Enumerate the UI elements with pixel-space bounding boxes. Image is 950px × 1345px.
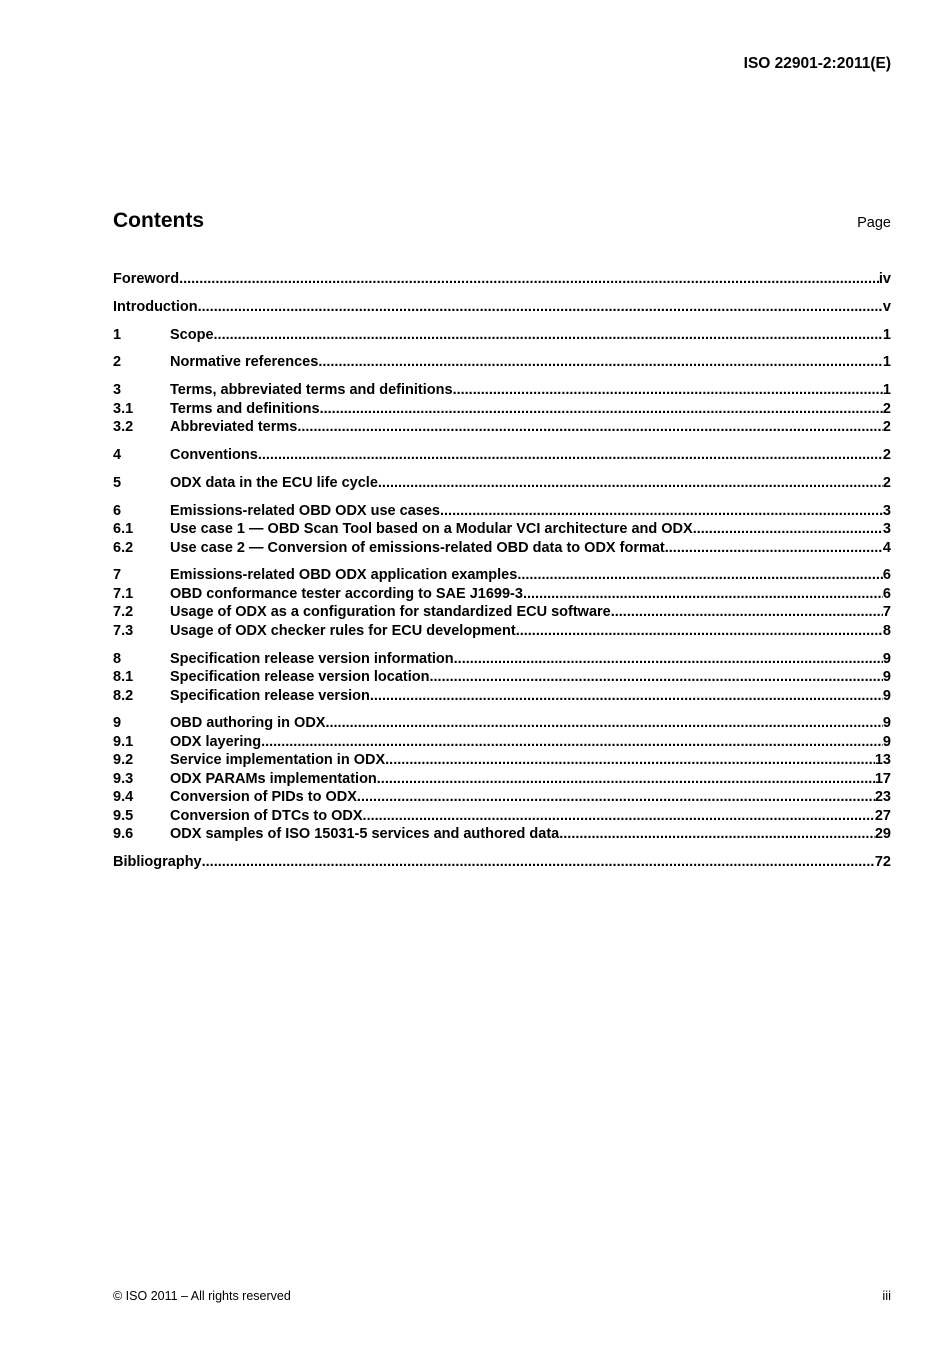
toc-entry[interactable] [113, 788, 891, 807]
dot-leader [377, 770, 875, 789]
toc-entry-number: 9.5 [113, 807, 134, 824]
toc-entry-page: 6 [882, 585, 891, 602]
dot-leader [517, 566, 883, 585]
toc-entry-page: 4 [882, 539, 891, 556]
toc-entry-page: 72 [874, 854, 891, 871]
dot-leader [214, 326, 883, 345]
toc-entry-number: 3.1 [113, 400, 134, 417]
dot-leader [453, 381, 883, 400]
toc-entry-title: Foreword [113, 271, 180, 287]
toc-entry-page: 6 [882, 567, 891, 584]
dot-leader [385, 751, 875, 770]
toc-entry-page: 3 [882, 521, 891, 538]
toc-entry[interactable] [113, 298, 891, 317]
toc-entry-number: 9.2 [113, 752, 134, 769]
toc-entry-page: 1 [882, 354, 891, 371]
toc-entry-number: 9.4 [113, 789, 134, 806]
toc-entry-title: Conventions [170, 446, 258, 463]
toc-entry-title: Introduction [113, 298, 198, 315]
toc-entry-page: 1 [882, 382, 891, 399]
toc-entry-title: OBD authoring in ODX [170, 715, 326, 732]
toc-entry-number: 4 [113, 446, 122, 463]
toc-entry-number: 6.2 [113, 539, 134, 556]
toc-entry-page: 9 [882, 715, 891, 732]
toc-entry[interactable] [113, 502, 891, 521]
toc-entry[interactable] [113, 585, 891, 604]
toc-entry-title: Terms, abbreviated terms and definitions [170, 382, 453, 399]
toc-entry-page: 9 [882, 687, 891, 704]
toc-entry[interactable] [113, 539, 891, 558]
toc-entry-number: 1 [113, 326, 122, 343]
table-of-contents [113, 270, 891, 872]
toc-entry[interactable] [113, 733, 891, 752]
toc-entry-title: ODX layering [170, 733, 262, 750]
dot-leader [430, 668, 883, 687]
toc-entry-number: 3.2 [113, 419, 134, 436]
toc-entry[interactable] [113, 825, 891, 844]
contents-title: Contents [113, 209, 204, 232]
dot-leader [297, 418, 883, 437]
toc-entry-title: Service implementation in ODX [170, 752, 386, 769]
toc-entry-title: ODX samples of ISO 15031-5 services and authored data [170, 826, 560, 843]
toc-entry-number: 9.1 [113, 733, 134, 750]
toc-entry-page: 29 [874, 826, 891, 843]
toc-entry-number: 9 [113, 715, 122, 732]
toc-entry-page: iv [878, 271, 891, 287]
toc-entry-title: Specification release version information [170, 650, 454, 667]
dot-leader [261, 733, 883, 752]
toc-entry-title: Usage of ODX as a configuration for standardized ECU software [170, 604, 611, 621]
dot-leader [325, 714, 882, 733]
toc-entry-title: Bibliography [113, 854, 202, 871]
toc-entry-page: 27 [874, 807, 891, 824]
toc-entry-page: 9 [882, 669, 891, 686]
toc-entry-number: 8.2 [113, 687, 134, 704]
dot-leader [357, 788, 875, 807]
toc-entry-page: 1 [882, 326, 891, 343]
toc-entry-number: 5 [113, 474, 122, 491]
dot-leader [665, 539, 883, 558]
toc-entry[interactable] [113, 566, 891, 585]
page-column-label: Page [857, 215, 891, 231]
toc-entry-page: 2 [882, 419, 891, 436]
toc-entry[interactable] [113, 687, 891, 706]
copyright-notice: © ISO 2011 – All rights reserved [113, 1289, 291, 1303]
toc-entry-page: v [882, 298, 891, 315]
document-id: ISO 22901-2:2011(E) [743, 55, 891, 72]
toc-entry-title: Scope [170, 326, 214, 343]
toc-entry-title: ODX data in the ECU life cycle [170, 474, 378, 491]
toc-entry[interactable] [113, 751, 891, 770]
toc-entry-title: ODX PARAMs implementation [170, 770, 377, 787]
toc-entry[interactable] [113, 807, 891, 826]
toc-entry[interactable] [113, 418, 891, 437]
toc-entry[interactable] [113, 353, 891, 372]
dot-leader [559, 825, 875, 844]
toc-entry-page: 9 [882, 650, 891, 667]
page-number: iii [882, 1288, 891, 1303]
toc-entry[interactable] [113, 622, 891, 641]
toc-entry-title: Terms and definitions [170, 400, 320, 417]
dot-leader [454, 650, 883, 669]
toc-entry-page: 17 [874, 770, 891, 787]
toc-entry-title: Abbreviated terms [170, 419, 298, 436]
toc-entry-title: Conversion of DTCs to ODX [170, 807, 363, 824]
toc-entry-page: 23 [874, 789, 891, 806]
toc-entry-title: Specification release version location [170, 669, 430, 686]
dot-leader [179, 270, 879, 289]
toc-entry-page: 2 [882, 474, 891, 491]
dot-leader [198, 298, 883, 317]
dot-leader [693, 520, 883, 539]
toc-entry[interactable] [113, 668, 891, 687]
toc-entry-title: Normative references [170, 354, 319, 371]
dot-leader [378, 474, 883, 493]
toc-entry-page: 2 [882, 400, 891, 417]
toc-entry-title: Use case 1 — OBD Scan Tool based on a Modular VCI architecture and ODX [170, 521, 693, 538]
toc-entry[interactable] [113, 853, 891, 872]
dot-leader [440, 502, 883, 521]
toc-entry-number: 7.2 [113, 604, 134, 621]
toc-entry-number: 6 [113, 502, 122, 519]
dot-leader [202, 853, 875, 872]
toc-entry-title: Specification release version [170, 687, 370, 704]
toc-entry-title: Usage of ODX checker rules for ECU development [170, 622, 516, 639]
toc-entry[interactable] [113, 446, 891, 465]
dot-leader [363, 807, 875, 826]
toc-entry-number: 6.1 [113, 521, 134, 538]
toc-entry[interactable] [113, 400, 891, 419]
toc-entry-title: Emissions-related OBD ODX application examples [170, 567, 518, 584]
dot-leader [320, 400, 883, 419]
dot-leader [370, 687, 883, 706]
dot-leader [258, 446, 883, 465]
dot-leader [611, 603, 883, 622]
toc-entry[interactable] [113, 650, 891, 669]
toc-entry-title: OBD conformance tester according to SAE J1699-3 [170, 585, 523, 602]
toc-entry-number: 7.3 [113, 622, 134, 639]
toc-entry-number: 8.1 [113, 669, 134, 686]
toc-entry[interactable] [113, 326, 891, 345]
dot-leader [318, 353, 883, 372]
toc-entry-title: Emissions-related OBD ODX use cases [170, 502, 440, 519]
toc-entry-number: 2 [113, 354, 122, 371]
toc-entry[interactable] [113, 381, 891, 400]
toc-entry-number: 3 [113, 382, 122, 399]
toc-entry-page: 7 [882, 604, 891, 621]
toc-entry-page: 3 [882, 502, 891, 519]
dot-leader [523, 585, 883, 604]
toc-entry[interactable] [113, 474, 891, 493]
toc-entry-page: 9 [882, 733, 891, 750]
toc-entry-title: Conversion of PIDs to ODX [170, 789, 357, 806]
toc-entry-number: 7 [113, 567, 122, 584]
dot-leader [516, 622, 883, 641]
toc-entry[interactable] [113, 770, 891, 789]
toc-entry-number: 7.1 [113, 585, 134, 602]
toc-entry-page: 13 [874, 752, 891, 769]
toc-entry-number: 9.3 [113, 770, 134, 787]
toc-entry[interactable] [113, 603, 891, 622]
toc-entry-title: Use case 2 — Conversion of emissions-related OBD data to ODX format [170, 539, 665, 556]
toc-entry-page: 2 [882, 446, 891, 463]
toc-entry-page: 8 [882, 622, 891, 639]
toc-entry-number: 8 [113, 650, 122, 667]
toc-entry[interactable] [113, 520, 891, 539]
toc-entry-number: 9.6 [113, 826, 134, 843]
toc-entry[interactable] [113, 714, 891, 733]
toc-entry[interactable] [113, 270, 891, 289]
